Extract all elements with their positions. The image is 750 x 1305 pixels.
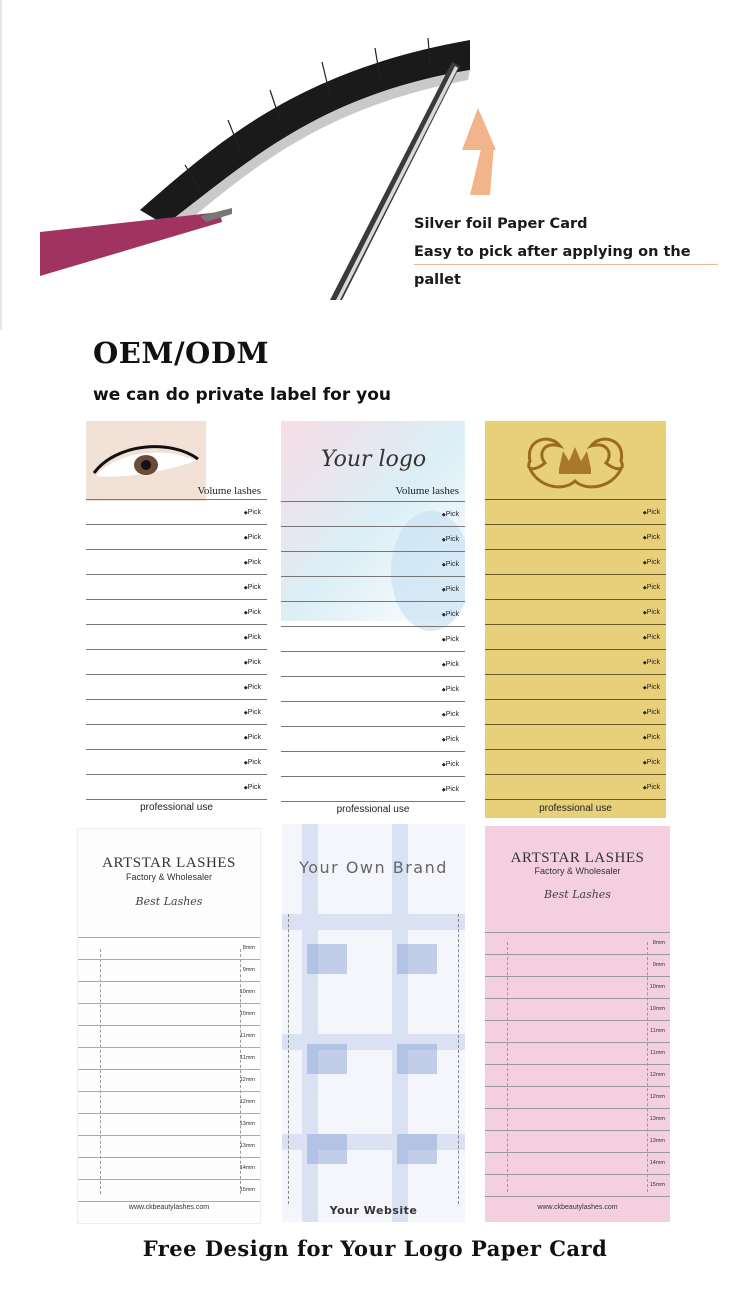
pick-label: ◆ Pick [442,686,459,693]
size-label: 12mm [239,1099,255,1105]
card4-tagline: Factory & Wholesaler [125,872,213,882]
crown-ornament-icon [485,421,666,501]
size-label: 13mm [239,1121,255,1127]
card6-tagline: Factory & Wholesaler [534,866,621,876]
pick-label: ◆ Pick [643,609,660,616]
pick-label: ◆ Pick [442,511,459,518]
size-label: 11mm [650,1050,665,1056]
card6-script: Best Lashes [544,888,611,901]
size-label: 11mm [650,1028,665,1034]
card-volume-eye [86,421,267,818]
pick-label: ◆ Pick [442,636,459,643]
oem-title: OEM/ODM [93,336,270,370]
pick-label: ◆ Pick [244,784,261,791]
size-label: 12mm [649,1072,665,1078]
size-label: 9mm [242,967,255,973]
pick-label: ◆ Pick [643,734,660,741]
card6-website: www.ckbeautylashes.com [537,1204,618,1211]
arrow-up-icon [470,145,494,195]
pick-label: ◆ Pick [442,786,459,793]
size-label: 14mm [649,1160,665,1166]
hero-caption [414,210,719,294]
pick-label: ◆ Pick [244,509,261,516]
hero-section [0,0,750,330]
size-label: 14mm [239,1165,255,1171]
size-label: 10mm [239,989,255,995]
size-label: 11mm [240,1055,255,1061]
card2-logo-text: Your logo [321,447,427,472]
card2-footer: professional use [336,804,410,815]
pick-label: ◆ Pick [442,761,459,768]
card1-label: Volume lashes [197,485,261,497]
pick-label: ◆ Pick [442,561,459,568]
pick-label: ◆ Pick [442,711,459,718]
card4-website: www.ckbeautylashes.com [128,1204,210,1211]
oem-subtitle: we can do private label for you [93,385,391,405]
size-label: 9mm [652,962,665,968]
caption-underline [414,264,718,265]
pick-label: ◆ Pick [244,609,261,616]
pick-label: ◆ Pick [643,784,660,791]
pick-label: ◆ Pick [643,634,660,641]
pick-label: ◆ Pick [442,736,459,743]
size-label: 15mm [239,1187,255,1193]
caption-line-2: Easy to pick after applying on the pallet [414,244,691,288]
size-label: 13mm [649,1116,665,1122]
pick-label: ◆ Pick [643,659,660,666]
card-artstar-white [77,828,261,1224]
card5-website: Your Website [329,1204,418,1217]
pick-label: ◆ Pick [643,759,660,766]
pick-label: ◆ Pick [643,559,660,566]
pick-label: ◆ Pick [244,709,261,716]
pick-label: ◆ Pick [244,559,261,566]
footer-title: Free Design for Your Logo Paper Card [142,1236,608,1261]
size-label: 13mm [239,1143,255,1149]
size-label: 13mm [649,1138,665,1144]
size-label: 15mm [649,1182,665,1188]
size-label: 12mm [649,1094,665,1100]
card-gold-crown [485,421,666,818]
pick-label: ◆ Pick [442,611,459,618]
pick-label: ◆ Pick [643,584,660,591]
size-label: 10mm [649,1006,665,1012]
size-label: 11mm [240,1033,255,1039]
pick-label: ◆ Pick [442,586,459,593]
caption-line-1: Silver foil Paper Card [414,216,588,232]
plaid-background [282,824,465,1222]
pick-label: ◆ Pick [643,509,660,516]
pick-label: ◆ Pick [442,661,459,668]
pick-label: ◆ Pick [244,634,261,641]
card-artstar-pink [485,826,670,1222]
pick-label: ◆ Pick [244,684,261,691]
watercolor-background [281,421,465,818]
pick-label: ◆ Pick [244,734,261,741]
card2-label: Volume lashes [395,485,459,497]
tweezer-left [40,212,222,276]
pick-label: ◆ Pick [643,709,660,716]
card-your-logo [281,421,465,818]
size-label: 8mm [652,940,665,946]
size-label: 12mm [239,1077,255,1083]
pick-label: ◆ Pick [244,759,261,766]
card4-brand: ARTSTAR LASHES [102,855,236,871]
pick-label: ◆ Pick [643,534,660,541]
card-your-own-brand [282,824,465,1222]
pick-label: ◆ Pick [244,584,261,591]
card5-brand: Your Own Brand [299,858,448,877]
pick-label: ◆ Pick [442,536,459,543]
pick-label: ◆ Pick [643,684,660,691]
size-label: 10mm [239,1011,255,1017]
card4-script: Best Lashes [135,895,203,908]
card3-footer: professional use [539,803,612,814]
card1-footer: professional use [140,802,213,813]
pick-label: ◆ Pick [244,534,261,541]
size-label: 8mm [242,945,255,951]
size-label: 10mm [649,984,665,990]
pick-label: ◆ Pick [244,659,261,666]
card6-brand: ARTSTAR LASHES [510,850,645,866]
